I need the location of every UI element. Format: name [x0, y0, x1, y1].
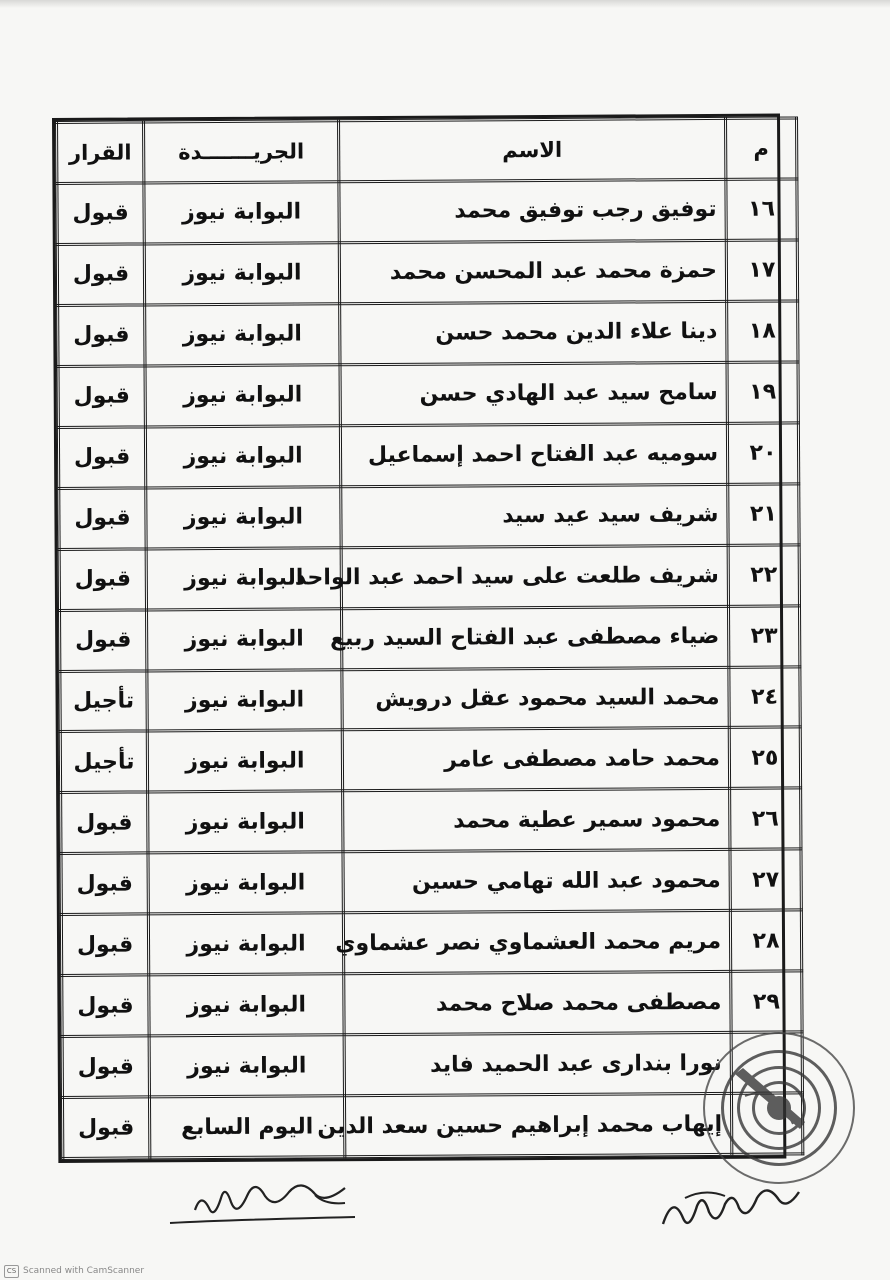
- table-row: [61, 849, 801, 914]
- table-row: [61, 910, 801, 975]
- member-name: محمد حامد مصطفى عامر: [342, 728, 729, 791]
- row-number: ٢٩: [731, 971, 802, 1032]
- decision-value: قبول: [58, 305, 145, 366]
- member-name: محمود عبد الله تهامي حسين: [343, 850, 730, 913]
- member-name: دينا علاء الدين محمد حسن: [340, 301, 727, 364]
- decision-value: قبول: [57, 183, 144, 244]
- stamp-quill-icon: [705, 1034, 857, 1186]
- header-name: الاسم: [339, 118, 726, 181]
- newspaper-name: اليوم السابع: [149, 1096, 344, 1158]
- table-row: [60, 666, 800, 731]
- row-number: ٢٨: [730, 910, 801, 971]
- decision-value: قبول: [59, 488, 146, 549]
- member-name: مريم محمد العشماوي نصر عشماوي: [343, 911, 730, 974]
- decision-value: قبول: [59, 549, 146, 610]
- member-name: حمزة محمد عبد المحسن محمد: [339, 240, 726, 303]
- member-name: شريف سيد عيد سيد: [341, 484, 728, 547]
- member-name: إيهاب محمد إبراهيم حسين سعد الدين: [344, 1093, 731, 1156]
- newspaper-name: البوابة نيوز: [147, 669, 342, 731]
- members-table-frame: [52, 114, 786, 1163]
- decision-value: قبول: [62, 975, 149, 1036]
- newspaper-name: البوابة نيوز: [149, 1035, 344, 1097]
- row-number: ٢٤: [729, 666, 800, 727]
- decision-value: قبول: [58, 427, 145, 488]
- syndicate-stamp: [703, 1032, 855, 1184]
- scanner-footer: [0, 1262, 164, 1280]
- table-row: [60, 606, 800, 671]
- row-number: ٢٠: [727, 423, 798, 484]
- table-row: [58, 301, 798, 366]
- table-row: [59, 484, 799, 549]
- newspaper-name: البوابة نيوز: [148, 852, 343, 914]
- newspaper-name: البوابة نيوز: [148, 913, 343, 975]
- row-number: ٢٣: [728, 606, 799, 667]
- table-header-row: [57, 118, 797, 184]
- decision-value: قبول: [60, 609, 147, 670]
- table-row: [62, 1032, 802, 1097]
- newspaper-name: البوابة نيوز: [147, 608, 342, 670]
- member-name: ضياء مصطفى عبد الفتاح السيد ربيع: [342, 606, 729, 669]
- table-row: [61, 788, 801, 853]
- row-number: ١٧: [726, 240, 797, 301]
- member-name: سوميه عبد الفتاح احمد إسماعيل: [340, 423, 727, 486]
- table-row: [57, 240, 797, 305]
- scanner-footer-text: Scanned with CamScanner: [23, 1266, 145, 1276]
- header-decision: القرار: [57, 122, 144, 184]
- newspaper-name: البوابة نيوز: [146, 486, 341, 548]
- signature-right: [655, 1180, 805, 1240]
- signature-left: [165, 1175, 365, 1235]
- member-name: مصطفى محمد صلاح محمد: [344, 972, 731, 1035]
- decision-value: قبول: [62, 1097, 149, 1158]
- newspaper-name: البوابة نيوز: [147, 730, 342, 792]
- member-name: سامح سيد عبد الهادي حسن: [340, 362, 727, 425]
- table-row: [59, 545, 799, 610]
- member-name: محمود سمير عطية محمد: [343, 789, 730, 852]
- table-row: [57, 179, 797, 244]
- member-name: محمد السيد محمود عقل درويش: [342, 667, 729, 730]
- table-row: [62, 971, 802, 1036]
- decision-value: قبول: [57, 244, 144, 305]
- newspaper-name: البوابة نيوز: [145, 304, 340, 366]
- scan-edge-shade: [0, 0, 890, 8]
- decision-value: قبول: [58, 366, 145, 427]
- camscanner-logo-icon: CS: [4, 1265, 19, 1278]
- member-name: شريف طلعت على سيد احمد عبد الواحد: [341, 545, 728, 608]
- decision-value: قبول: [62, 1036, 149, 1097]
- newspaper-name: البوابة نيوز: [145, 365, 340, 427]
- row-number: ٢١: [728, 484, 799, 545]
- newspaper-name: البوابة نيوز: [145, 425, 340, 487]
- table-row: [62, 1093, 802, 1158]
- members-table: [55, 116, 804, 1160]
- row-number: ١٦: [726, 179, 797, 240]
- header-num: م: [726, 118, 797, 179]
- newspaper-name: البوابة نيوز: [149, 974, 344, 1036]
- member-name: نورا بنداری عبد الحمید فاید: [344, 1032, 731, 1095]
- row-number: ٢٢: [728, 545, 799, 606]
- member-name: توفيق رجب توفيق محمد: [339, 179, 726, 242]
- newspaper-name: البوابة نيوز: [146, 547, 341, 609]
- decision-value: تأجيل: [60, 731, 147, 792]
- decision-value: قبول: [61, 792, 148, 853]
- table-row: [58, 362, 798, 427]
- table-body: [57, 179, 803, 1159]
- decision-value: قبول: [61, 914, 148, 975]
- decision-value: تأجيل: [60, 670, 147, 731]
- header-newspaper: الجريـــــــدة: [144, 121, 339, 183]
- row-number: ٢٥: [729, 727, 800, 788]
- table-row: [58, 423, 798, 488]
- newspaper-name: البوابة نيوز: [148, 791, 343, 853]
- table-row: [60, 727, 800, 792]
- newspaper-name: البوابة نيوز: [144, 243, 339, 305]
- newspaper-name: البوابة نيوز: [144, 182, 339, 244]
- row-number: ٢٦: [730, 788, 801, 849]
- row-number: ١٨: [727, 301, 798, 362]
- decision-value: قبول: [61, 853, 148, 914]
- row-number: ١٩: [727, 362, 798, 423]
- row-number: ٢٧: [730, 849, 801, 910]
